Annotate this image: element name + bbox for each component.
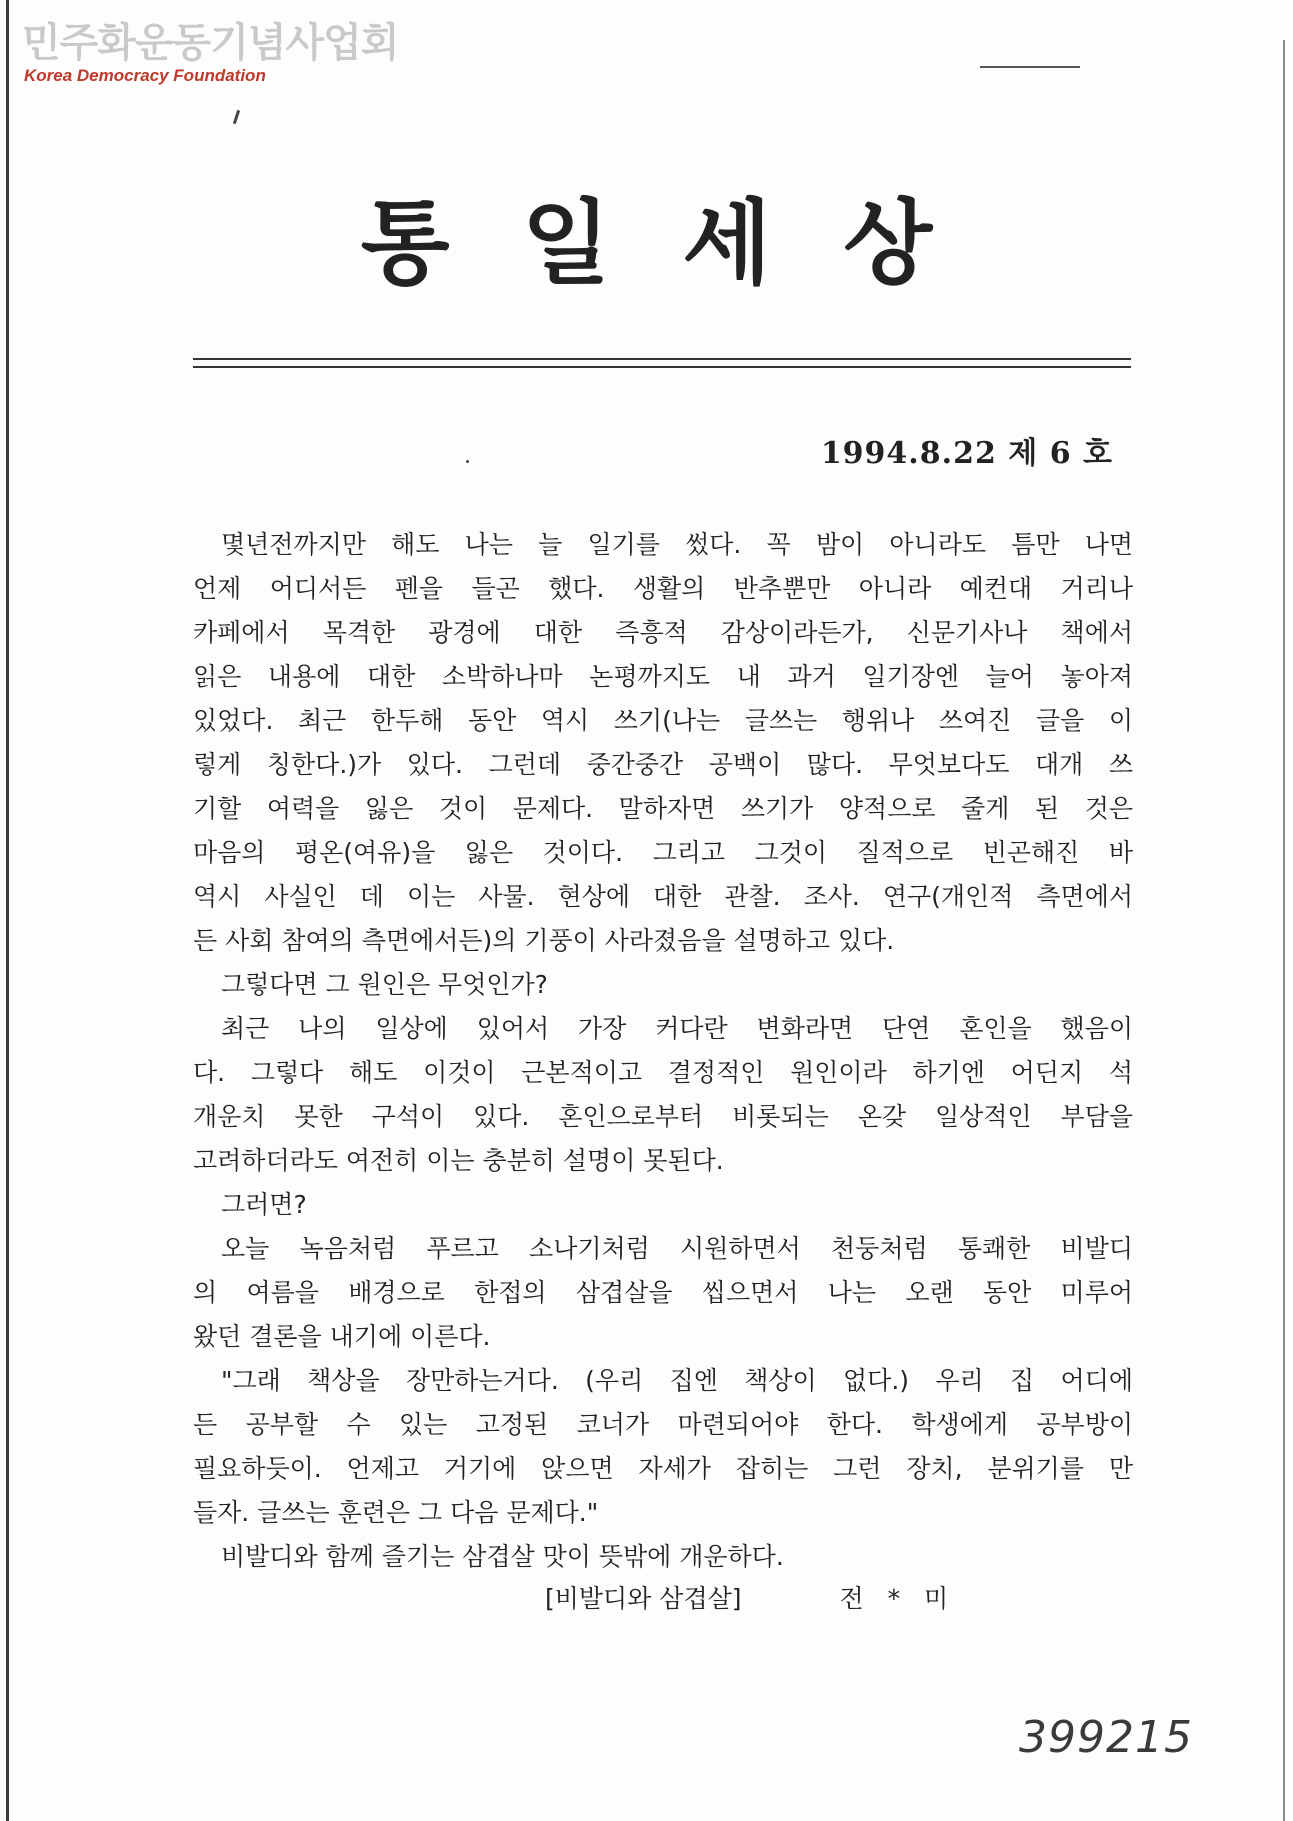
scan-edge-right <box>1283 40 1285 1821</box>
watermark-korean: 민주화운동기념사업회 <box>22 20 399 66</box>
issue-date: 1994.8.22 제 6 호 <box>820 436 1113 471</box>
signature <box>545 1579 956 1615</box>
article-line: 기할 여력을 잃은 것이 문제다. 말하자면 쓰기가 양적으로 줄게 된 것은 <box>193 794 1133 823</box>
watermark <box>22 20 398 86</box>
article-body <box>193 523 1133 1579</box>
article-line: 고려하더라도 여전히 이는 충분히 설명이 못된다. <box>193 1146 724 1175</box>
article-line: 비발디와 함께 즐기는 삼겹살 맛이 뜻밖에 개운하다. <box>221 1542 784 1571</box>
archive-number: 399215 <box>1019 1712 1193 1763</box>
article-line: 의 여름을 배경으로 한접의 삼겹살을 씹으면서 나는 오랜 동안 미루어 <box>193 1278 1133 1307</box>
article-line: 그러면? <box>221 1190 307 1219</box>
article-line: 왔던 결론을 내기에 이른다. <box>193 1322 491 1351</box>
article-line: 최근 나의 일상에 있어서 가장 커다란 변화라면 단연 혼인을 했음이 <box>221 1014 1133 1043</box>
scan-mark-stroke <box>233 110 240 124</box>
article-line: 든 사회 참여의 측면에서든)의 기풍이 사라졌음을 설명하고 있다. <box>193 926 895 955</box>
newsletter-title: 통일세상 <box>360 190 1005 297</box>
article-line: 읽은 내용에 대한 소박하나마 논평까지도 내 과거 일기장엔 늘어 놓아져 <box>193 662 1133 691</box>
article-line: 렇게 칭한다.)가 있다. 그런데 중간중간 공백이 많다. 무엇보다도 대개 쓰 <box>193 750 1133 779</box>
article-line: 다. 그렇다 해도 이것이 근본적이고 결정적인 원인이라 하기엔 어딘지 석 <box>193 1058 1133 1087</box>
article-line: 필요하듯이. 언제고 거기에 앉으면 자세가 잡히는 그런 장치, 분위기를 만 <box>193 1454 1133 1483</box>
article-line: 몇년전까지만 해도 나는 늘 일기를 썼다. 꼭 밤이 아니라도 틈만 나면 <box>221 530 1133 559</box>
title-rule-upper <box>193 358 1131 360</box>
title-rule-lower <box>193 366 1131 368</box>
scan-mark-dot <box>466 460 469 463</box>
article-line: 들자. 글쓰는 훈련은 그 다음 문제다." <box>193 1498 599 1527</box>
article-line: 개운치 못한 구석이 있다. 혼인으로부터 비롯되는 온갖 일상적인 부담을 <box>193 1102 1133 1131</box>
scan-mark-dash <box>980 66 1080 68</box>
article-line: 든 공부할 수 있는 고정된 코너가 마련되어야 한다. 학생에게 공부방이 <box>193 1410 1133 1439</box>
article-line: "그래 책상을 장만하는거다. (우리 집엔 책상이 없다.) 우리 집 어디에 <box>221 1366 1133 1395</box>
article-line: 있었다. 최근 한두해 동안 역시 쓰기(나는 글쓰는 행위나 쓰여진 글을 이 <box>193 706 1133 735</box>
article-line: 카페에서 목격한 광경에 대한 즉흥적 감상이라든가, 신문기사나 책에서 <box>193 618 1133 647</box>
article-line: 언제 어디서든 펜을 들곤 했다. 생활의 반추뿐만 아니라 예컨대 거리나 <box>193 574 1133 603</box>
article-line: 그렇다면 그 원인은 무엇인가? <box>221 970 548 999</box>
article-line: 오늘 녹음처럼 푸르고 소나기처럼 시원하면서 천둥처럼 통쾌한 비발디 <box>221 1234 1133 1263</box>
article-line: 역시 사실인 데 이는 사물. 현상에 대한 관찰. 조사. 연구(개인적 측면에서 <box>193 882 1133 911</box>
signature-title: [비발디와 삼겹살] <box>545 1584 742 1613</box>
watermark-english: Korea Democracy Foundation <box>24 66 266 85</box>
signature-author: 전 * 미 <box>839 1584 957 1613</box>
article-line: 마음의 평온(여유)을 잃은 것이다. 그리고 그것이 질적으로 빈곤해진 바 <box>193 838 1133 867</box>
